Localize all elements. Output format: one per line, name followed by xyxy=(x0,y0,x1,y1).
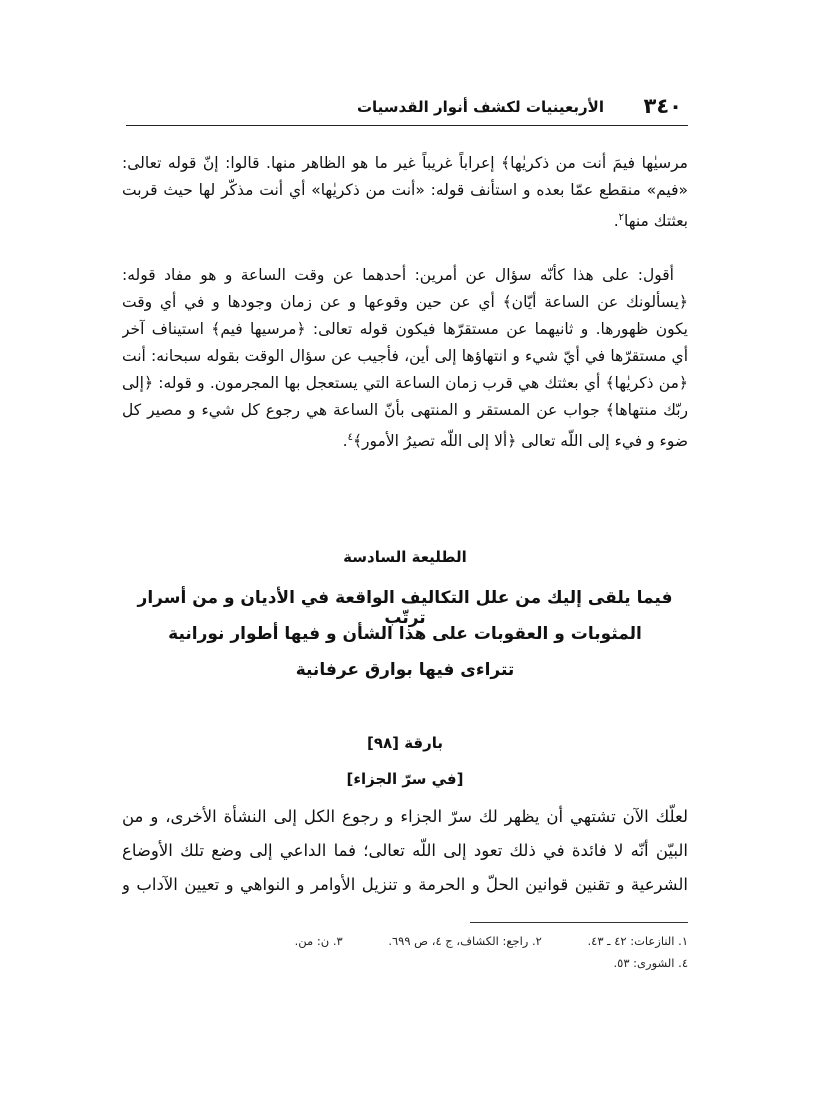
paragraph-1-line-2: «فيم» منقطع عمّا بعده و استأنف قوله: «أنت من ذكريٰها» أي أنت مذكّر لها حيث قربت xyxy=(122,181,688,199)
footnote-3: ٣. ن: من. xyxy=(294,934,343,948)
paragraph-2-line-7: ضوء و فيء إلى اللّه تعالى ﴿ألا إلى اللّه تصيرُ الأمور﴾$^٤$. xyxy=(342,432,688,451)
page-number: ٣٤٠ xyxy=(643,94,682,118)
paragraph-1-line-1: مرسيٰها فيمَ أنت من ذكريٰها﴾ إعراباً غريباً غير ما هو الظاهر منها. قالوا: إنّ قوله تعالى: xyxy=(122,154,688,172)
paragraph-3-line-3: الشرعية و تقنين قوانين الحلّ و الحرمة و تنزيل الأوامر و النواهي و تعيين الآداب و xyxy=(122,875,688,894)
paragraph-2-line-4: أي مستقرّها في أيّ شيء و انتهاؤها إلى أين، فأجيب عن سؤال الوقت بقوله سبحانه: أنت xyxy=(122,347,688,365)
page-header xyxy=(126,88,688,126)
footnote-row-1 xyxy=(250,930,688,952)
baraqa-subtitle: [في سرّ الجزاء] xyxy=(346,770,464,788)
paragraph-1 xyxy=(122,150,688,231)
section-subtitle-line-1: فيما يلقى إليك من علل التكاليف الواقعة في الأديان و من أسرار ترتّب xyxy=(137,588,673,628)
section-title: الطليعة السادسة xyxy=(343,548,467,566)
footnote-marker-2: ٢ xyxy=(618,212,625,223)
paragraph-3 xyxy=(122,800,688,902)
header-rule xyxy=(126,125,688,126)
section-subtitle-line-2: المثوبات و العقوبات على هذا الشأن و فيها أطوار نورانية xyxy=(168,624,642,644)
section-subtitle-line-3: تتراءى فيها بوارق عرفانية xyxy=(295,660,515,680)
footnote-4: ٤. الشورى: ٥٣. xyxy=(613,956,688,970)
paragraph-1-line-3: بعثتك منها$^٢$. xyxy=(613,212,688,231)
paragraph-2 xyxy=(122,262,688,451)
baraqa-title: بارقة [٩٨] xyxy=(366,734,444,752)
footnotes xyxy=(250,930,688,974)
paragraph-2-line-2: ﴿يسألونك عن الساعة أيّان﴾ أي عن حين وقوعها و عن زمان وجودها و في أي وقت xyxy=(122,293,688,311)
paragraph-2-line-5: ﴿من ذكريٰها﴾ أي بعثتك هي قرب زمان الساعة التي يستعجل بها المجرمون. و قوله: ﴿إلى xyxy=(122,374,688,392)
footnote-1: ١. النازعات: ٤٢ ـ ٤٣. xyxy=(587,934,688,948)
footnote-2: ٢. راجع: الكشاف، ج ٤، ص ٦٩٩. xyxy=(388,934,542,948)
paragraph-2-line-1: أقول: على هذا كأنّه سؤال عن أمرين: أحدهما عن وقت الساعة و هو مفاد قوله: xyxy=(122,266,674,284)
paragraph-2-line-3: يكون ظهورها. و ثانيهما عن مستقرّها فيكون قوله تعالى: ﴿مرسيها فيم﴾ استيناف آخر xyxy=(122,320,688,338)
footnote-row-2 xyxy=(250,952,688,974)
running-title: الأربعينيات لكشف أنوار القدسيات xyxy=(356,98,604,116)
footnote-rule xyxy=(470,922,688,923)
paragraph-3-line-2: البيّن أنّه لا فائدة في ذلك تعود إلى اللّه تعالى؛ فما الداعي إلى وضع تلك الأوضاع xyxy=(122,841,688,860)
footnote-marker-4: ٤ xyxy=(347,432,353,443)
paragraph-2-line-6: ربّك منتهاها﴾ جواب عن المستقر و المنتهى بأنّ الساعة هي رجوع كل شيء و مصير كل xyxy=(122,401,688,419)
paragraph-3-line-1: لعلّك الآن تشتهي أن يظهر لك سرّ الجزاء و رجوع الكل إلى النشأة الأخرى، و من xyxy=(122,807,688,826)
